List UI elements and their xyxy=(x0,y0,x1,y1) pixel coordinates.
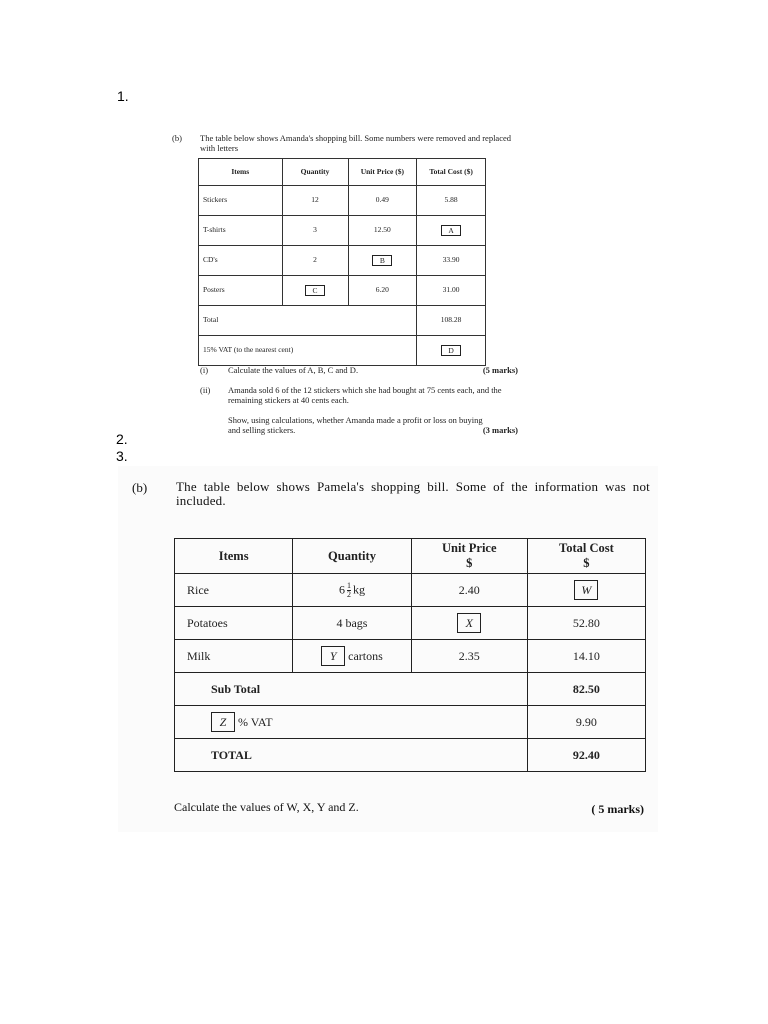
sub-ii-text: Amanda sold 6 of the 12 stickers which she had bought at 75 cents each, and the remaining stickers at 40 cents each. xyxy=(228,385,502,405)
sub-ii-marks: (3 marks) xyxy=(482,425,518,435)
quantity-cell xyxy=(293,574,411,607)
qty-fraction xyxy=(347,582,351,599)
vat-label: 15% VAT (to the nearest cent) xyxy=(199,336,417,366)
list-number-3: 3. xyxy=(116,448,128,464)
table-row xyxy=(199,216,486,246)
item-cell: Potatoes xyxy=(175,607,293,640)
unknown-box-d: D xyxy=(441,345,461,357)
sub-i-marks: (5 marks) xyxy=(482,365,518,375)
question-1-scan xyxy=(168,132,528,442)
total-cost-cell: 31.00 xyxy=(417,276,486,306)
quantity-cell: 12 xyxy=(282,186,348,216)
total-value: 108.28 xyxy=(417,306,486,336)
unit-price-cell: 2.35 xyxy=(411,640,527,673)
unknown-box-x: X xyxy=(457,613,481,633)
sub-i-number: (i) xyxy=(200,365,209,375)
quantity-cell: 2 xyxy=(282,246,348,276)
header-quantity: Quantity xyxy=(293,539,411,574)
q1-intro: The table below shows Amanda's shopping bill. Some numbers were removed and replaced with letters xyxy=(200,133,511,153)
vat-value: 9.90 xyxy=(527,706,645,739)
table-row xyxy=(199,186,486,216)
table-row xyxy=(175,640,646,673)
item-cell: Posters xyxy=(199,276,283,306)
table-row xyxy=(199,276,486,306)
header-total-cost xyxy=(527,539,645,574)
quantity-cell: 4 bags xyxy=(293,607,411,640)
quantity-cell xyxy=(293,640,411,673)
header-unit-price: Unit Price ($) xyxy=(348,159,417,186)
unknown-box-c: C xyxy=(305,285,325,297)
subtotal-label: Sub Total xyxy=(175,673,528,706)
total-row xyxy=(175,739,646,772)
unknown-box-y: Y xyxy=(321,646,345,666)
q3-instruction: Calculate the values of W, X, Y and Z. xyxy=(174,800,359,814)
quantity-cell: 3 xyxy=(282,216,348,246)
total-value: 92.40 xyxy=(527,739,645,772)
unknown-box-a: A xyxy=(441,225,461,237)
sub-ii-number: (ii) xyxy=(200,385,211,395)
q1-sub-i xyxy=(200,366,518,380)
table-row xyxy=(175,574,646,607)
table-header-row xyxy=(199,159,486,186)
unit-price-cell: 6.20 xyxy=(348,276,417,306)
qty-whole: 6 xyxy=(338,581,345,596)
header-unit-price xyxy=(411,539,527,574)
list-number-2: 2. xyxy=(116,431,128,447)
header-items: Items xyxy=(175,539,293,574)
total-cost-cell: 14.10 xyxy=(527,640,645,673)
unknown-box-z: Z xyxy=(211,712,235,732)
q3-intro: The table below shows Pamela's shopping bill. Some of the information was not included. xyxy=(176,479,650,509)
unit-price-cell: 12.50 xyxy=(348,216,417,246)
vat-row xyxy=(199,336,486,366)
list-number-1: 1. xyxy=(117,88,129,104)
total-row xyxy=(199,306,486,336)
total-cost-cell xyxy=(527,574,645,607)
item-cell: Rice xyxy=(175,574,293,607)
header-items: Items xyxy=(199,159,283,186)
quantity-cell xyxy=(282,276,348,306)
q1-bill-table xyxy=(198,158,486,366)
table-row xyxy=(199,246,486,276)
total-cost-cell: 33.90 xyxy=(417,246,486,276)
q3-marks: ( 5 marks) xyxy=(591,802,644,816)
unit-price-unit: $ xyxy=(466,556,473,570)
item-cell: Stickers xyxy=(199,186,283,216)
vat-value xyxy=(417,336,486,366)
vat-row xyxy=(175,706,646,739)
item-cell: Milk xyxy=(175,640,293,673)
unit-price-cell: 2.40 xyxy=(411,574,527,607)
fraction-numerator: 1 xyxy=(346,580,351,590)
subtotal-value: 82.50 xyxy=(527,673,645,706)
fraction-denominator: 2 xyxy=(346,589,351,599)
qty-unit: cartons xyxy=(348,649,383,663)
header-quantity: Quantity xyxy=(282,159,348,186)
item-cell: T-shirts xyxy=(199,216,283,246)
header-total-cost: Total Cost ($) xyxy=(417,159,486,186)
unit-price-cell xyxy=(348,246,417,276)
sub-ii-text-2: Show, using calculations, whether Amanda made a profit or loss on buying and selling stickers. xyxy=(228,415,483,435)
unit-price-cell: 0.49 xyxy=(348,186,417,216)
unit-price-label: Unit Price xyxy=(442,541,497,555)
unknown-box-b: B xyxy=(372,255,392,267)
total-cost-unit: $ xyxy=(583,556,590,570)
q1-sub-ii xyxy=(200,386,518,446)
total-cost-label: Total Cost xyxy=(559,541,614,555)
vat-label: % VAT xyxy=(238,715,273,729)
table-row xyxy=(175,607,646,640)
total-cost-cell: 5.88 xyxy=(417,186,486,216)
table-header-row xyxy=(175,539,646,574)
unit-price-cell xyxy=(411,607,527,640)
total-label: TOTAL xyxy=(175,739,528,772)
q1-part-label: (b) xyxy=(172,133,182,143)
qty-unit: kg xyxy=(352,581,365,596)
total-cost-cell: 52.80 xyxy=(527,607,645,640)
subtotal-row xyxy=(175,673,646,706)
q3-part-label: (b) xyxy=(132,480,148,495)
item-cell: CD's xyxy=(199,246,283,276)
q3-bill-table xyxy=(174,538,646,772)
sub-i-text: Calculate the values of A, B, C and D. xyxy=(228,365,359,375)
total-label: Total xyxy=(199,306,417,336)
total-cost-cell xyxy=(417,216,486,246)
unknown-box-w: W xyxy=(574,580,598,600)
vat-cell xyxy=(175,706,528,739)
question-3-scan xyxy=(118,466,658,832)
